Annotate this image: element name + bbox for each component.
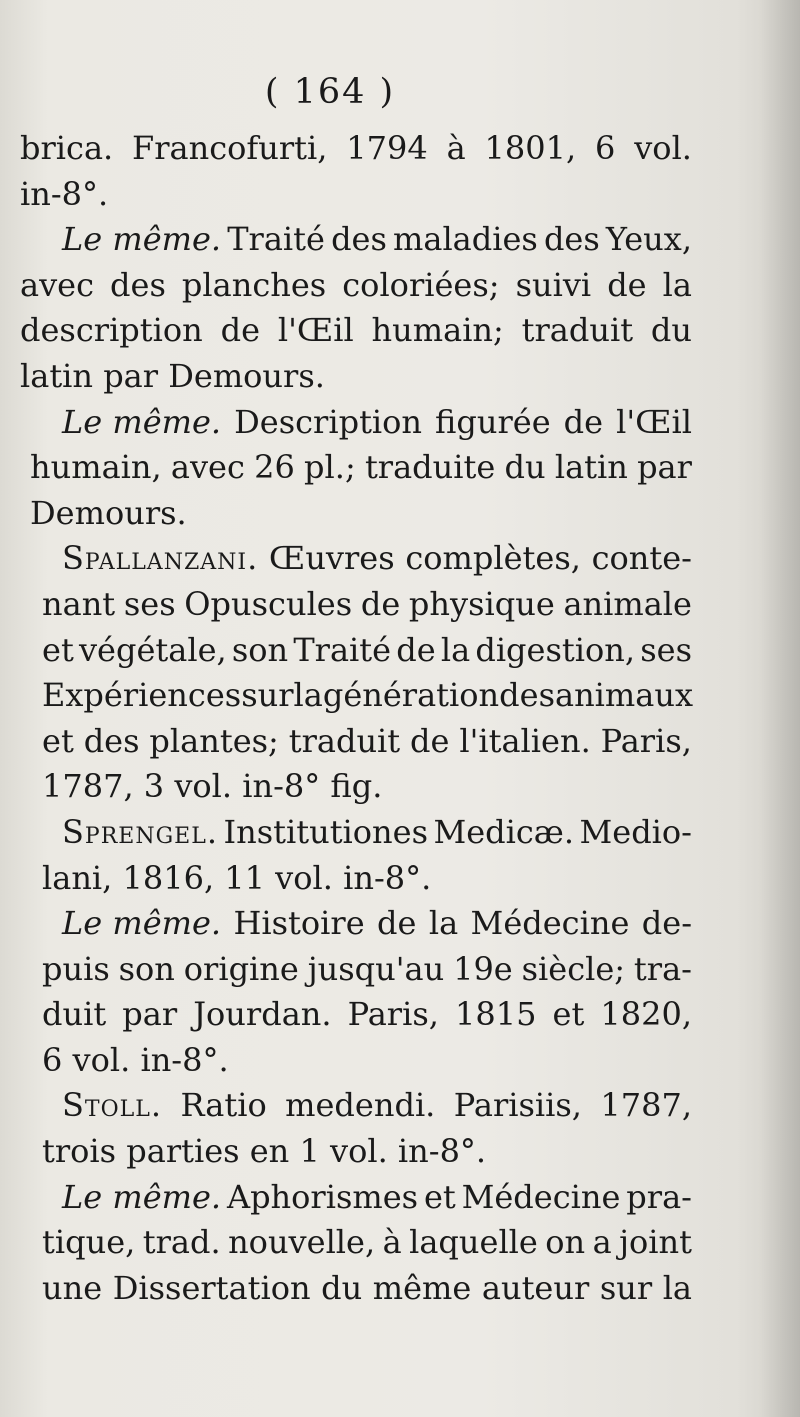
word: une (42, 1268, 103, 1307)
word: la (440, 630, 471, 669)
text-line (20, 263, 692, 309)
word: medendi. (285, 1086, 436, 1125)
word: a (592, 1223, 612, 1262)
word: jusqu'au (307, 949, 445, 988)
text-line (20, 628, 692, 674)
word: ses (640, 630, 692, 669)
word: 1801, (484, 129, 577, 167)
word: de (360, 584, 401, 623)
word: de (396, 630, 436, 669)
word: vol. (634, 129, 692, 167)
text-line (20, 400, 692, 446)
word: Paris, (347, 995, 439, 1034)
word: in-8°. (20, 174, 109, 213)
word: 26 (254, 448, 295, 487)
text-line (20, 1129, 692, 1175)
word: et (552, 995, 585, 1034)
text-line (20, 1038, 692, 1084)
word: auteur (481, 1268, 590, 1307)
text-line (20, 217, 692, 263)
word: animaux (554, 676, 693, 715)
word: par (122, 995, 178, 1034)
text-line (20, 1266, 692, 1312)
word: des (110, 265, 166, 304)
word: Médecine (461, 1177, 621, 1216)
word: nant (42, 584, 116, 623)
word: de (563, 402, 604, 441)
text-line (20, 992, 692, 1038)
text-line (20, 536, 692, 582)
word: son (231, 630, 289, 669)
word: du (650, 311, 692, 350)
word: coloriées; (342, 265, 500, 304)
word: du (321, 1268, 363, 1307)
word: latin (554, 448, 628, 487)
word: humain; (371, 311, 504, 350)
word: traduit (521, 311, 634, 350)
word: de (607, 265, 647, 304)
word: végétale, (78, 630, 227, 669)
word: laquelle (409, 1223, 538, 1262)
word: la (293, 676, 323, 715)
word: planches (181, 265, 327, 304)
word: digestion, (475, 630, 636, 669)
word: 6 vol. in-8°. (42, 1040, 229, 1079)
word: conte- (591, 539, 692, 578)
word: lani, 1816, 11 vol. in-8°. (42, 858, 432, 897)
word: même (372, 1268, 472, 1307)
word: complètes, (405, 539, 581, 578)
text-line (20, 1083, 692, 1129)
page-number: ( 164 ) (264, 72, 396, 112)
text-line (20, 1175, 692, 1221)
word: son (118, 949, 175, 988)
word: traduite (364, 448, 496, 487)
word: 1820, (600, 995, 692, 1034)
word: animale (563, 584, 692, 623)
body-text (20, 126, 692, 1311)
text-line (20, 673, 692, 719)
word: Demours. (30, 493, 187, 532)
word: tra- (633, 949, 692, 988)
word: description (20, 311, 203, 350)
word: 1794 (346, 129, 428, 167)
word: suivi (515, 265, 592, 304)
word: des (543, 220, 600, 259)
word: Traité (227, 220, 325, 259)
word: sur (599, 1268, 653, 1307)
word: Expériences (42, 676, 242, 715)
word: avec (20, 265, 95, 304)
word: Institutiones (223, 812, 429, 851)
word: physique (408, 584, 555, 623)
word: Ratio (180, 1086, 267, 1125)
word: des (83, 721, 140, 760)
word: maladies (393, 220, 538, 259)
text-line (20, 582, 692, 628)
word: Dissertation (112, 1268, 311, 1307)
word: Sprengel. (62, 812, 219, 851)
text-line (20, 901, 692, 947)
word: joint (619, 1223, 692, 1262)
word: brica. (20, 129, 114, 167)
word: l'italien. (459, 721, 591, 760)
word: 1815 (455, 995, 537, 1034)
word: Aphorismes (226, 1177, 419, 1216)
word: Jourdan. (193, 995, 332, 1034)
word: pra- (626, 1177, 692, 1216)
word: des (499, 676, 555, 715)
word: à (382, 1223, 402, 1262)
word: plantes; (149, 721, 279, 760)
word: l'Œil (616, 402, 692, 441)
word: Paris, (600, 721, 692, 760)
scan-shadow (760, 0, 800, 1417)
word: Spallanzani. (62, 539, 259, 578)
word: on (545, 1223, 586, 1262)
text-line (20, 354, 692, 400)
word: l'Œil (277, 311, 354, 350)
word: 1787, 3 vol. in-8° fig. (42, 767, 383, 806)
word: Medio- (579, 812, 692, 851)
word: tique, (42, 1223, 136, 1262)
text-line (20, 856, 692, 902)
text-line (20, 810, 692, 856)
word: la (662, 265, 692, 304)
word: Le même. (62, 220, 222, 259)
word: origine (183, 949, 299, 988)
text-line (20, 947, 692, 993)
text-line (20, 1220, 692, 1266)
word: Le même. (62, 402, 222, 441)
word: à (446, 129, 466, 167)
word: Traité (293, 630, 392, 669)
word: génération (322, 676, 500, 715)
word: Médecine (470, 904, 630, 943)
word: de (220, 311, 260, 350)
word: et (423, 1177, 456, 1216)
word: Le même. (62, 904, 222, 943)
word: puis (42, 949, 110, 988)
word: avec (170, 448, 245, 487)
text-line (20, 764, 692, 810)
word: figurée (435, 402, 551, 441)
word: Le même. (62, 1177, 222, 1216)
word: Medicæ. (433, 812, 575, 851)
word: par (637, 448, 692, 487)
word: 19e (453, 949, 513, 988)
word: et (42, 630, 74, 669)
word: Francofurti, (132, 129, 328, 167)
word: duit (42, 995, 107, 1034)
word: Histoire (233, 904, 365, 943)
word: sur (241, 676, 294, 715)
word: Yeux, (605, 220, 692, 259)
word: trad. (142, 1223, 221, 1262)
text-line (20, 491, 692, 537)
text-line (20, 719, 692, 765)
text-line (20, 308, 692, 354)
word: Stoll. (62, 1086, 163, 1125)
word: ses (123, 584, 176, 623)
word: Parisiis, (453, 1086, 582, 1125)
text-line (20, 172, 692, 218)
word: nouvelle, (228, 1223, 376, 1262)
word: humain, (30, 448, 162, 487)
word: latin par Demours. (20, 356, 325, 395)
word: pl.; (304, 448, 356, 487)
word: des (331, 220, 387, 259)
word: 6 (595, 129, 616, 167)
text-line (20, 445, 692, 491)
word: et (42, 721, 74, 760)
word: du (504, 448, 546, 487)
text-line (20, 126, 692, 172)
word: Œuvres (268, 539, 395, 578)
word: 1787, (600, 1086, 692, 1125)
word: Description (234, 402, 423, 441)
word: la (428, 904, 459, 943)
word: traduit (288, 721, 401, 760)
word: de- (641, 904, 692, 943)
word: de (410, 721, 450, 760)
word: siècle; (521, 949, 626, 988)
word: trois parties en 1 vol. in-8°. (42, 1132, 487, 1171)
word: de (377, 904, 417, 943)
word: la (662, 1268, 692, 1307)
word: Opuscules (184, 584, 353, 623)
